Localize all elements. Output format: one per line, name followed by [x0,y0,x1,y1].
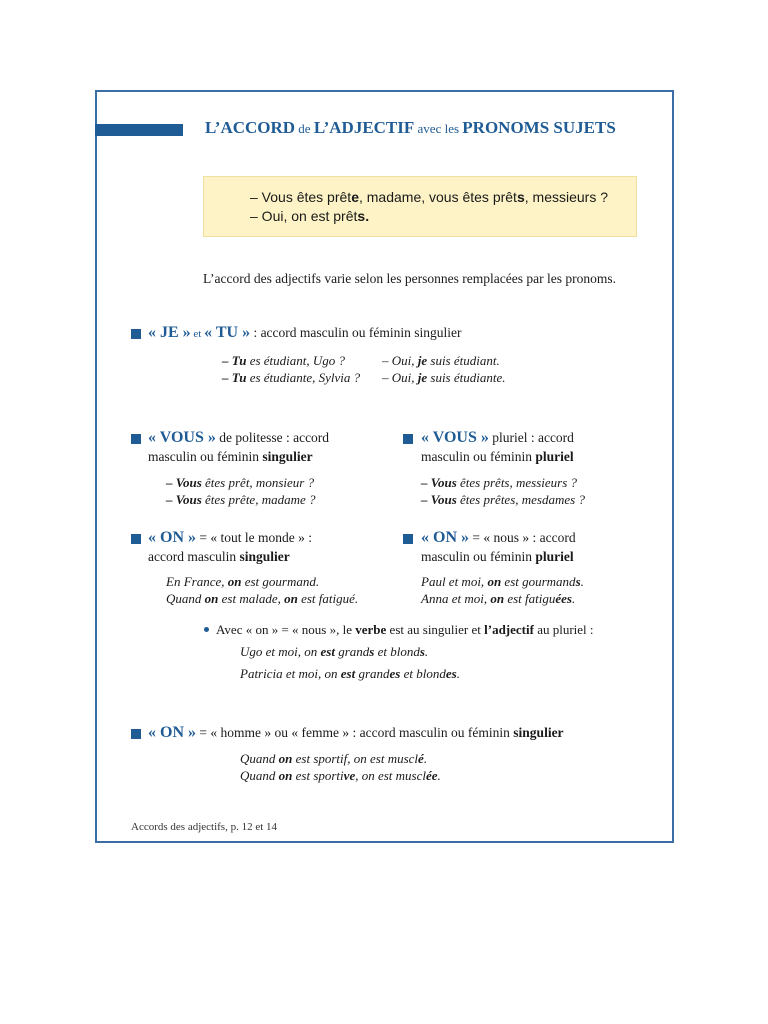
section-je-tu-heading: « JE » et « TU » : accord masculin ou féminin singulier [148,324,462,341]
square-bullet-icon [131,329,141,339]
title-accent-bar [95,124,183,136]
square-bullet-icon [131,729,141,739]
footer-reference: Accords des adjectifs, p. 12 et 14 [131,821,278,833]
page-title: L’ACCORD de L’ADJECTIF avec les PRONOMS SUJETS [205,118,616,137]
vous-pluriel-examples: – Vous êtes prêts, messieurs ? – Vous êtes prêtes, mesdames ? [421,475,585,507]
section-on-homme-femme-heading: « ON » = « homme » ou « femme » : accord masculin ou féminin singulier [148,724,564,741]
on-nous-examples: Paul et moi, on est gourmands. Anna et moi, on est fatiguées. [421,574,584,606]
example-dialogue-box [203,176,637,237]
note-text: Avec « on » = « nous », le verbe est au singulier et l’adjectif au pluriel : [216,622,594,637]
example-line-1: – Vous êtes prête, madame, vous êtes prêts, messieurs ? [250,189,608,205]
section-vous-politesse-heading: « VOUS » de politesse : accord masculin ou féminin singulier [148,429,330,464]
square-bullet-icon [403,534,413,544]
on-homme-femme-examples: Quand on est sportif, on est musclé. Quand on est sportive, on est musclée. [240,751,441,783]
square-bullet-icon [131,434,141,444]
intro-text: L’accord des adjectifs varie selon les personnes remplacées par les pronoms. [203,271,616,286]
je-tu-answers: – Oui, je suis étudiant. – Oui, je suis étudiante. [382,353,506,385]
round-bullet-icon [204,627,209,632]
section-on-nous-heading: « ON » = « nous » : accord masculin ou féminin pluriel [421,529,576,564]
vous-politesse-examples: – Vous êtes prêt, monsieur ? – Vous êtes prête, madame ? [166,475,316,507]
square-bullet-icon [403,434,413,444]
square-bullet-icon [131,534,141,544]
on-tout-le-monde-examples: En France, on est gourmand. Quand on est malade, on est fatigué. [166,574,359,606]
example-line-2: – Oui, on est prêts. [250,208,370,224]
section-on-tout-le-monde-heading: « ON » = « tout le monde » : accord masculin singulier [148,529,312,564]
section-vous-pluriel-heading: « VOUS » pluriel : accord masculin ou féminin pluriel [421,429,574,464]
note-examples: Ugo et moi, on est grands et blonds. Patricia et moi, on est grandes et blondes. [240,644,460,681]
je-tu-questions: – Tu es étudiant, Ugo ? – Tu es étudiante, Sylvia ? [222,353,361,385]
